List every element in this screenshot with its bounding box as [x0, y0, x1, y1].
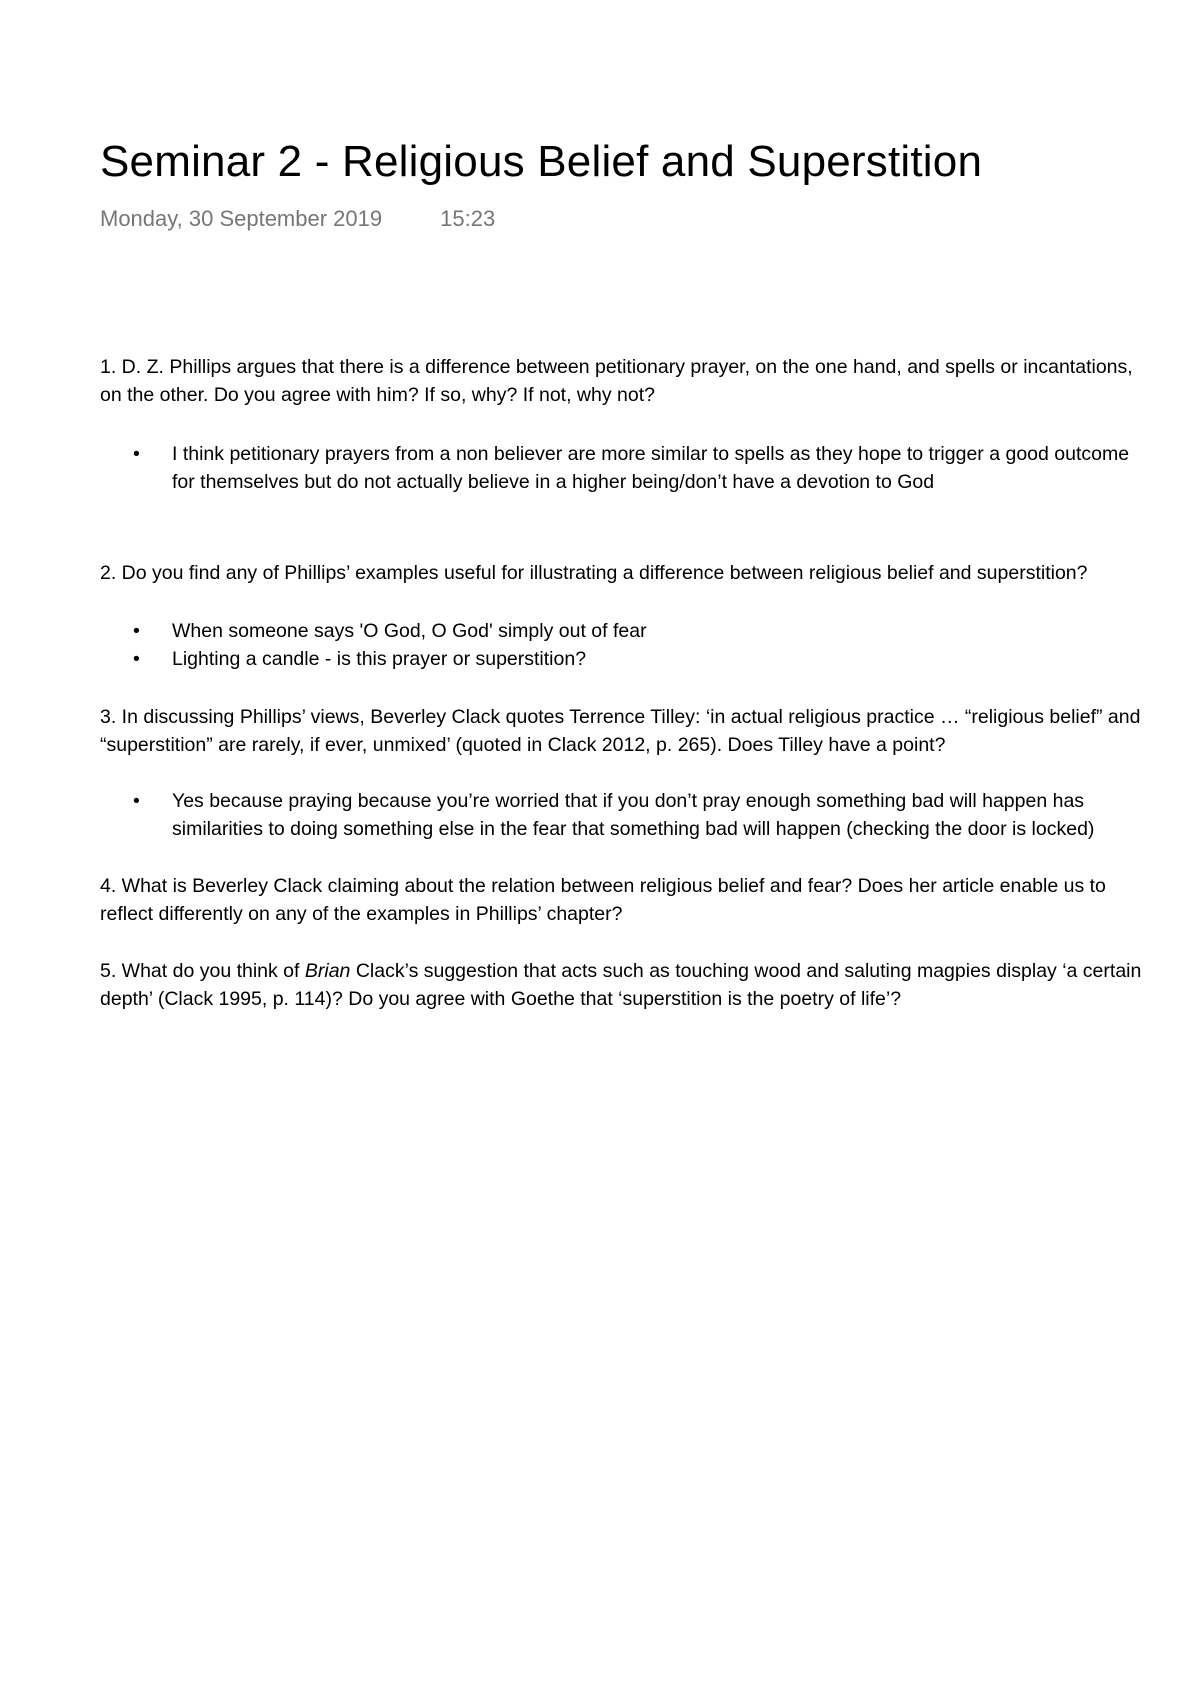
answer-line: Yes because praying because you’re worried that if you don’t pray enough something bad will happen has [172, 790, 1085, 812]
page-content [100, 353, 1200, 1013]
answer-line: similarities to doing something else in the fear that something bad will happen (checking the door is locked) [172, 818, 1095, 840]
answer-list-3 [100, 787, 1200, 843]
list-item [100, 440, 1200, 496]
bullet-icon: • [133, 443, 140, 465]
question-5 [100, 957, 1200, 1013]
answer-line: Lighting a candle - is this prayer or superstition? [172, 648, 587, 670]
question-line [100, 957, 1200, 985]
question-line: 4. What is Beverley Clack claiming about the relation between religious belief and fear? Does her article enable us to [100, 875, 1106, 897]
bullet-icon: • [133, 790, 140, 812]
question-4 [100, 872, 1200, 928]
list-item [100, 787, 1200, 843]
question-line: 1. D. Z. Phillips argues that there is a difference between petitionary prayer, on the one hand, and spells or incantations, [100, 356, 1133, 378]
bullet-icon: • [133, 648, 140, 670]
page-title: Seminar 2 - Religious Belief and Superstition [100, 137, 983, 186]
question-line: on the other. Do you agree with him? If so, why? If not, why not? [100, 384, 655, 406]
question-emphasis: Brian [304, 960, 351, 982]
question-line: reflect differently on any of the examples in Phillips’ chapter? [100, 903, 623, 925]
question-3 [100, 703, 1200, 759]
page-metadata [100, 205, 495, 233]
page-time: 15:23 [440, 206, 496, 231]
list-item [100, 617, 1200, 645]
question-text: 5. What do you think of [100, 960, 305, 982]
question-text: Clack’s suggestion that acts such as touching wood and saluting magpies display ‘a certain [350, 960, 1142, 982]
answer-line: I think petitionary prayers from a non believer are more similar to spells as they hope to trigger a good outcome [172, 443, 1130, 465]
bullet-icon: • [133, 620, 140, 642]
list-item [100, 645, 1200, 673]
question-line: “superstition” are rarely, if ever, unmixed’ (quoted in Clack 2012, p. 265). Does Tilley have a point? [100, 734, 946, 756]
page-date: Monday, 30 September 2019 [100, 206, 383, 231]
answer-list-1 [100, 440, 1200, 496]
question-2 [100, 559, 1200, 587]
answer-line: When someone says 'O God, O God' simply out of fear [172, 620, 647, 642]
question-line: 3. In discussing Phillips’ views, Beverley Clack quotes Terrence Tilley: ‘in actual religious practice … “religious belief” and [100, 706, 1141, 728]
answer-list-2 [100, 617, 1200, 673]
answer-line: for themselves but do not actually believe in a higher being/don’t have a devotion to God [172, 471, 935, 493]
question-1 [100, 353, 1200, 409]
question-line: depth’ (Clack 1995, p. 114)? Do you agree with Goethe that ‘superstition is the poetry of life’? [100, 988, 902, 1010]
question-line: 2. Do you find any of Phillips’ examples useful for illustrating a difference between religious belief and superstition? [100, 562, 1088, 584]
